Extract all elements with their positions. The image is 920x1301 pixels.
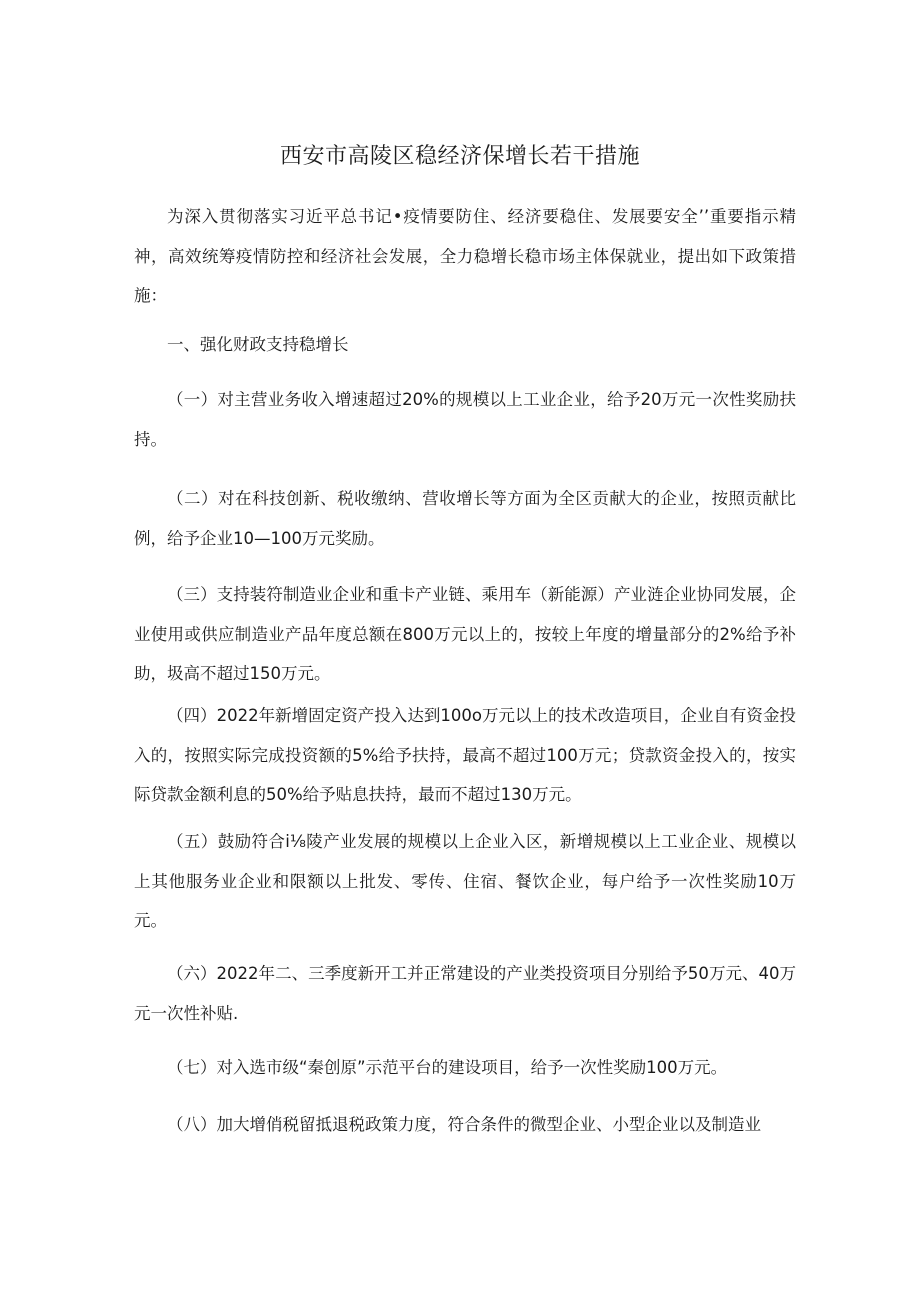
policy-item-7: （七）对入选市级“秦创原”示范平台的建设项目，给予一次性奖励100万元。	[167, 1058, 728, 1077]
policy-item-5: （五）鼓励符合i⅛陵产业发展的规模以上企业入区，新增规模以上工业企业、规模以上其他服务业企业和限额以上批发、零传、住宿、餐饮企业，每户给予一次性奖励10万元。	[134, 832, 796, 930]
policy-item-4: （四）2022年新增固定资产投入达到100o万元以上的技术改造项目，企业自有资金投入的，按照实际完成投资额的5%给予扶持，最高不超过100万元；贷款资金投入的，按实际贷款金额利息的50%给予贴息扶持，最而不超过130万元。	[134, 706, 796, 804]
policy-item-1: （一）对主营业务收入增速超过20%的规模以上工业企业，给予20万元一次性奖励扶持。	[134, 390, 796, 449]
document-title: 西安市高陵区稳经济保增长若干措施	[279, 144, 640, 169]
policy-item-3: （三）支持装符制造业企业和重卡产业链、乘用车（新能源）产业涟企业协同发展，企业使用或供应制造业产品年度总额在800万元以上的，按较上年度的增量部分的2%给予补助，圾高不超过150万元。	[134, 585, 796, 683]
policy-item-2: （二）对在科技创新、税收缴纳、营收增长等方面为全区贡献大的企业，按照贡献比例，给予企业10—100万元奖励。	[134, 489, 796, 548]
policy-item-8: （八）加大增俏税留抵退税政策力度，符合条件的微型企业、小型企业以及制造业	[167, 1115, 761, 1134]
intro-paragraph: 为深入贯彻落实习近平总书记•疫情要防住、经济要稳住、发展要安全’’重要指示精神，高效统筹疫情防控和经济社会发展，全力稳增长稳市场主体保就业，提出如下政策措施：	[134, 207, 796, 305]
policy-item-6: （六）2022年二、三季度新开工并正常建设的产业类投资项目分别给予50万元、40万元一次性补贴.	[134, 964, 796, 1023]
section-heading-1: 一、强化财政支持稳增长	[167, 335, 349, 354]
